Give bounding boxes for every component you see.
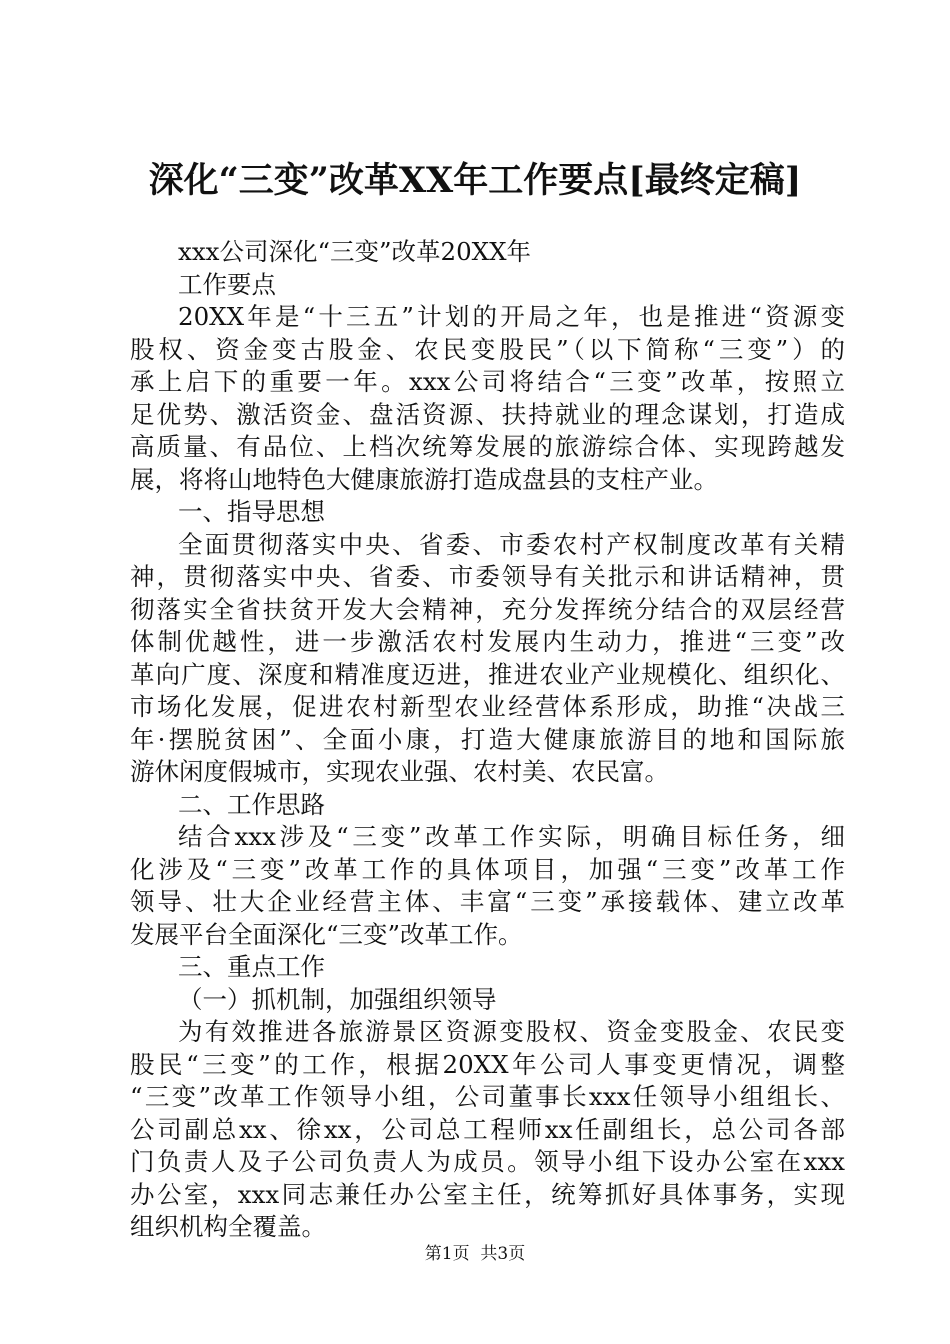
text-line: 工作要点: [178, 269, 276, 299]
text-line: 组织机构全覆盖。: [130, 1212, 326, 1241]
document-body: [130, 236, 845, 1244]
text-line: 门负责人及子公司负责人为成员。领导小组下设办公室在xxx: [130, 1147, 845, 1176]
text-line: 公司副总xx、徐xx，公司总工程师xx任副组长，总公司各部: [130, 1114, 845, 1144]
text-line: 体制优越性，进一步激活农村发展内生动力，推进“三变”改: [130, 627, 845, 656]
text-line: 承上启下的重要一年。xxx公司将结合“三变”改革，按照立: [130, 367, 845, 396]
text-line: 二、工作思路: [178, 789, 325, 819]
text-line: 20XX年是“十三五”计划的开局之年，也是推进“资源变: [178, 302, 845, 331]
text-line: 办公室，xxx同志兼任办公室主任，统筹抓好具体事务，实现: [130, 1179, 845, 1209]
text-line: 发展平台全面深化“三变”改革工作。: [130, 919, 523, 949]
text-line: 为有效推进各旅游景区资源变股权、资金变股金、农民变: [178, 1017, 845, 1046]
text-line: 一、指导思想: [178, 497, 325, 526]
text-line: 足优势、激活资金、盘活资源、扶持就业的理念谋划，打造成: [130, 399, 845, 429]
text-line: 领导、壮大企业经营主体、丰富“三变”承接载体、建立改革: [130, 887, 845, 916]
text-line: 全面贯彻落实中央、省委、市委农村产权制度改革有关精: [178, 529, 845, 559]
text-line: 年·摆脱贫困”、全面小康，打造大健康旅游目的地和国际旅: [130, 724, 845, 754]
text-line: 彻落实全省扶贫开发大会精神，充分发挥统分结合的双层经营: [130, 594, 845, 624]
text-line: 神，贯彻落实中央、省委、市委领导有关批示和讲话精神，贯: [130, 562, 845, 591]
text-line: xxx公司深化“三变”改革20XX年: [178, 237, 532, 266]
text-line: “三变”改革工作领导小组，公司董事长xxx任领导小组组长、: [130, 1082, 845, 1111]
document-title: 深化“三变”改革XX年工作要点[最终定稿]: [148, 160, 802, 201]
text-line: 股民“三变”的工作，根据20XX年公司人事变更情况，调整: [130, 1049, 845, 1079]
text-line: 展，将将山地特色大健康旅游打造成盘县的支柱产业。: [130, 464, 718, 494]
text-line: 三、重点工作: [178, 952, 325, 981]
text-line: （一）抓机制，加强组织领导: [178, 984, 497, 1014]
text-line: 结合xxx涉及“三变”改革工作实际，明确目标任务，细: [178, 822, 845, 851]
page-footer: 第1页 共3页: [424, 1244, 526, 1264]
text-line: 市场化发展，促进农村新型农业经营体系形成，助推“决战三: [130, 692, 845, 721]
text-line: 游休闲度假城市，实现农业强、农村美、农民富。: [130, 757, 669, 786]
text-line: 股权、资金变古股金、农民变股民”（以下简称“三变”）的: [130, 334, 845, 364]
text-line: 高质量、有品位、上档次统筹发展的旅游综合体、实现跨越发: [130, 432, 845, 461]
text-line: 化涉及“三变”改革工作的具体项目，加强“三变”改革工作: [130, 854, 845, 884]
text-line: 革向广度、深度和精准度迈进，推进农业产业规模化、组织化、: [130, 659, 845, 689]
